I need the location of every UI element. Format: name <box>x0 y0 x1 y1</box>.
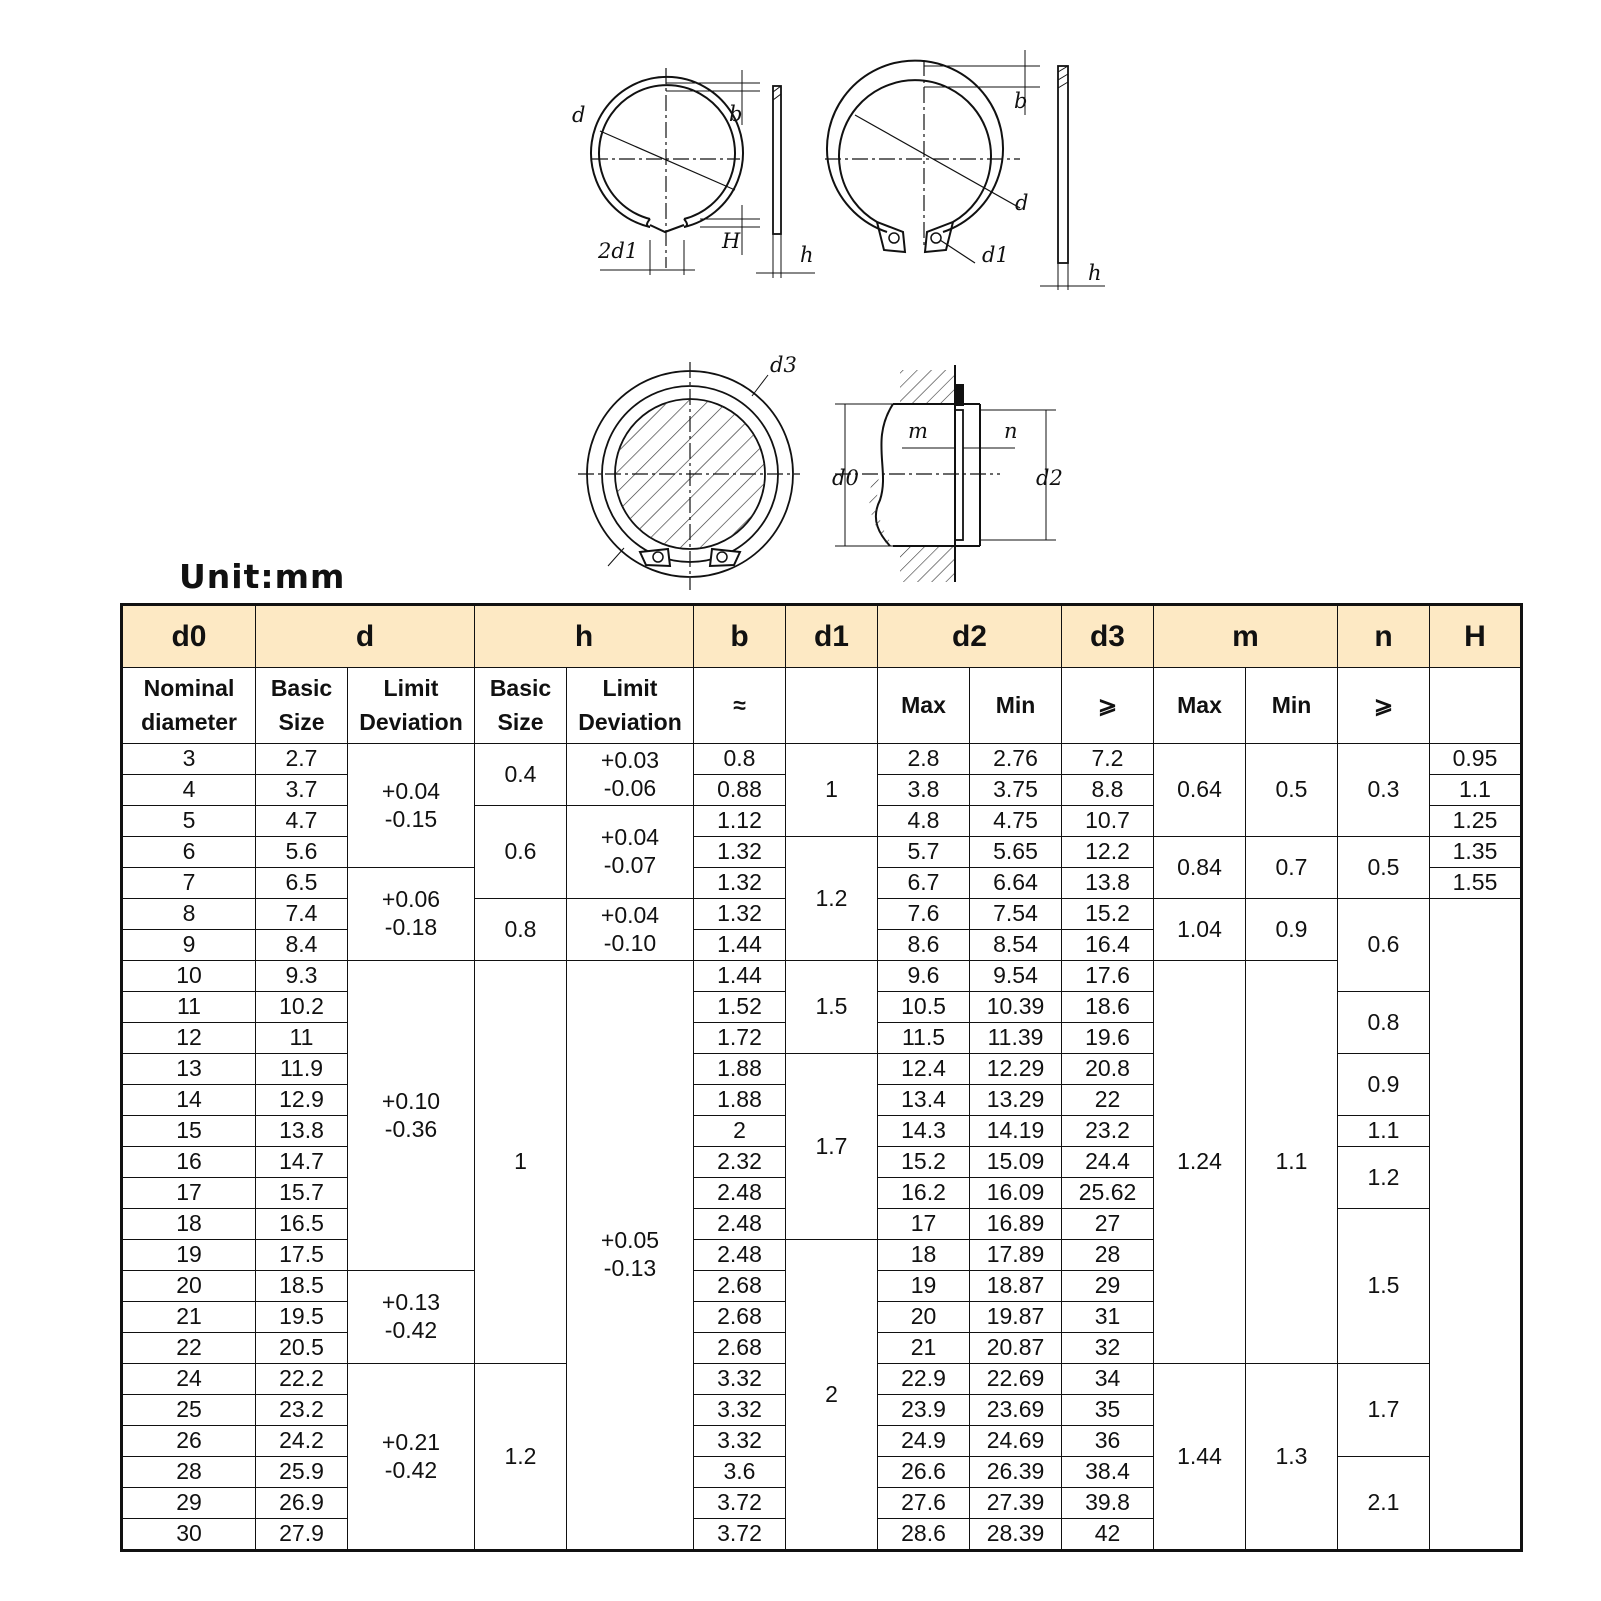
cell-b: 1.32 <box>694 899 786 930</box>
cell-h-basic: 1 <box>475 961 567 1364</box>
cell-d2-min: 27.39 <box>970 1488 1062 1519</box>
subheader-H-empty <box>1430 668 1522 744</box>
cell-d2-min: 16.09 <box>970 1178 1062 1209</box>
cell-m-min: 1.3 <box>1246 1364 1338 1551</box>
ring-drawing-2 <box>825 50 1105 290</box>
cell-d2-max: 26.6 <box>878 1457 970 1488</box>
cell-b: 1.44 <box>694 961 786 992</box>
cell-n: 1.5 <box>1338 1209 1430 1364</box>
cell-d2-max: 27.6 <box>878 1488 970 1519</box>
cell-d3: 17.6 <box>1062 961 1154 992</box>
cell-d2-max: 24.9 <box>878 1426 970 1457</box>
cell-d2-min: 23.69 <box>970 1395 1062 1426</box>
cell-d3: 12.2 <box>1062 837 1154 868</box>
cell-d0: 20 <box>122 1271 256 1302</box>
cell-d3: 22 <box>1062 1085 1154 1116</box>
cell-b: 1.52 <box>694 992 786 1023</box>
cell-d-basic: 11.9 <box>256 1054 348 1085</box>
header-d0: d0 <box>122 605 256 668</box>
cell-b: 0.8 <box>694 744 786 775</box>
deviation-upper: +0.04 <box>381 777 441 804</box>
subheader-n-min: ⩾ <box>1338 668 1430 744</box>
cell-H: 1.35 <box>1430 837 1522 868</box>
cell-d0: 17 <box>122 1178 256 1209</box>
header-d1: d1 <box>786 605 878 668</box>
cell-d0: 7 <box>122 868 256 899</box>
cell-b: 3.32 <box>694 1426 786 1457</box>
cell-d2-max: 9.6 <box>878 961 970 992</box>
cell-b: 1.32 <box>694 837 786 868</box>
cell-b: 1.88 <box>694 1085 786 1116</box>
subheader-d-limit-deviation: Limit Deviation <box>348 668 475 744</box>
cell-n: 2.1 <box>1338 1457 1430 1551</box>
cell-m-max: 0.84 <box>1154 837 1246 899</box>
cell-d-basic: 6.5 <box>256 868 348 899</box>
cell-b: 3.32 <box>694 1395 786 1426</box>
cell-d-basic: 9.3 <box>256 961 348 992</box>
subheader-d1-empty <box>786 668 878 744</box>
cell-d0: 10 <box>122 961 256 992</box>
cell-b: 0.88 <box>694 775 786 806</box>
header-n: n <box>1338 605 1430 668</box>
deviation-lower: -0.42 <box>384 1456 438 1483</box>
ring1-label-b: b <box>729 102 743 126</box>
cell-d2-max: 2.8 <box>878 744 970 775</box>
cell-d3: 15.2 <box>1062 899 1154 930</box>
cell-b: 1.12 <box>694 806 786 837</box>
ring1-label-2d1: 2d1 <box>598 239 639 263</box>
cell-d-basic: 23.2 <box>256 1395 348 1426</box>
cell-d0: 21 <box>122 1302 256 1333</box>
cell-b: 2 <box>694 1116 786 1147</box>
header-d: d <box>256 605 475 668</box>
cell-d3: 27 <box>1062 1209 1154 1240</box>
cell-d3: 20.8 <box>1062 1054 1154 1085</box>
cell-d2-min: 18.87 <box>970 1271 1062 1302</box>
cell-d0: 9 <box>122 930 256 961</box>
cell-d3: 10.7 <box>1062 806 1154 837</box>
cell-d0: 30 <box>122 1519 256 1551</box>
cell-d2-min: 17.89 <box>970 1240 1062 1271</box>
cell-d2-min: 10.39 <box>970 992 1062 1023</box>
cell-d2-max: 28.6 <box>878 1519 970 1551</box>
cell-d2-min: 24.69 <box>970 1426 1062 1457</box>
cell-d2-max: 11.5 <box>878 1023 970 1054</box>
cell-d-basic: 16.5 <box>256 1209 348 1240</box>
cell-d2-min: 7.54 <box>970 899 1062 930</box>
cell-H: 1.1 <box>1430 775 1522 806</box>
deviation-upper: +0.10 <box>381 1087 441 1114</box>
cell-h-limit <box>567 744 694 806</box>
assembly-label-n: n <box>1004 419 1018 443</box>
header-H: H <box>1430 605 1522 668</box>
cell-h-basic: 1.2 <box>475 1364 567 1551</box>
table-row <box>122 744 1522 775</box>
deviation-lower: -0.13 <box>603 1255 657 1281</box>
deviation-upper: +0.06 <box>381 886 441 913</box>
cell-d2-max: 14.3 <box>878 1116 970 1147</box>
cell-d0: 12 <box>122 1023 256 1054</box>
cell-d3: 18.6 <box>1062 992 1154 1023</box>
cell-d0: 25 <box>122 1395 256 1426</box>
cell-m-min: 0.9 <box>1246 899 1338 961</box>
cell-d2-max: 8.6 <box>878 930 970 961</box>
cell-d-basic: 25.9 <box>256 1457 348 1488</box>
cell-d1: 1 <box>786 744 878 837</box>
header-d2: d2 <box>878 605 1062 668</box>
cell-d0: 4 <box>122 775 256 806</box>
cell-d2-max: 16.2 <box>878 1178 970 1209</box>
subheader-m-max: Max <box>1154 668 1246 744</box>
cell-d-basic: 17.5 <box>256 1240 348 1271</box>
cell-d-basic: 12.9 <box>256 1085 348 1116</box>
deviation-upper: +0.21 <box>381 1428 441 1455</box>
cell-m-min: 0.5 <box>1246 744 1338 837</box>
cell-b: 2.68 <box>694 1302 786 1333</box>
deviation-lower: -0.36 <box>384 1115 438 1142</box>
cell-d2-max: 19 <box>878 1271 970 1302</box>
cell-d-basic: 10.2 <box>256 992 348 1023</box>
cell-d-basic: 20.5 <box>256 1333 348 1364</box>
cell-d-limit <box>348 868 475 961</box>
cell-d2-min: 3.75 <box>970 775 1062 806</box>
cell-n: 1.7 <box>1338 1364 1430 1457</box>
subheader-d2-max: Max <box>878 668 970 744</box>
cell-d3: 36 <box>1062 1426 1154 1457</box>
cell-d2-max: 10.5 <box>878 992 970 1023</box>
header-b: b <box>694 605 786 668</box>
cell-h-basic: 0.8 <box>475 899 567 961</box>
deviation-lower: -0.42 <box>384 1317 438 1343</box>
cell-n: 0.6 <box>1338 899 1430 992</box>
cell-d-limit <box>348 1271 475 1364</box>
cell-d1: 2 <box>786 1240 878 1551</box>
cell-d0: 13 <box>122 1054 256 1085</box>
cell-b: 3.32 <box>694 1364 786 1395</box>
cell-d2-min: 20.87 <box>970 1333 1062 1364</box>
cell-d2-max: 13.4 <box>878 1085 970 1116</box>
assembly-label-d3: d3 <box>770 353 797 377</box>
cell-d3: 8.8 <box>1062 775 1154 806</box>
cell-d2-max: 7.6 <box>878 899 970 930</box>
cell-d2-min: 11.39 <box>970 1023 1062 1054</box>
cell-d2-max: 5.7 <box>878 837 970 868</box>
header-h: h <box>475 605 694 668</box>
cell-m-max: 1.04 <box>1154 899 1246 961</box>
deviation-lower: -0.15 <box>384 805 438 832</box>
ring1-label-d: d <box>572 103 586 127</box>
cell-m-max: 1.44 <box>1154 1364 1246 1551</box>
cell-b: 1.72 <box>694 1023 786 1054</box>
cell-d-limit <box>348 961 475 1271</box>
cell-d2-min: 14.19 <box>970 1116 1062 1147</box>
cell-d-basic: 8.4 <box>256 930 348 961</box>
cell-d-basic: 19.5 <box>256 1302 348 1333</box>
cell-n: 0.9 <box>1338 1054 1430 1116</box>
subheader-h-basic-size: Basic Size <box>475 668 567 744</box>
cell-d3: 31 <box>1062 1302 1154 1333</box>
cell-d2-min: 28.39 <box>970 1519 1062 1551</box>
cell-d-basic: 24.2 <box>256 1426 348 1457</box>
deviation-upper: +0.04 <box>600 824 660 851</box>
deviation-upper: +0.05 <box>600 1227 660 1254</box>
cell-d2-min: 15.09 <box>970 1147 1062 1178</box>
cell-d0: 8 <box>122 899 256 930</box>
cell-d0: 26 <box>122 1426 256 1457</box>
cell-d2-max: 15.2 <box>878 1147 970 1178</box>
cell-d0: 28 <box>122 1457 256 1488</box>
cell-m-min: 1.1 <box>1246 961 1338 1364</box>
ring2-label-d1: d1 <box>982 243 1009 267</box>
cell-d2-min: 12.29 <box>970 1054 1062 1085</box>
cell-d-basic: 5.6 <box>256 837 348 868</box>
subheader-d-basic-size: Basic Size <box>256 668 348 744</box>
subheader-d2-min: Min <box>970 668 1062 744</box>
cell-b: 2.68 <box>694 1333 786 1364</box>
cell-H: 1.25 <box>1430 806 1522 837</box>
cell-d2-max: 6.7 <box>878 868 970 899</box>
assembly-section-view <box>835 365 1056 582</box>
cell-d1: 1.7 <box>786 1054 878 1240</box>
subheader-b-approx: ≈ <box>694 668 786 744</box>
cell-d-basic: 13.8 <box>256 1116 348 1147</box>
table-row <box>122 837 1522 868</box>
cell-d0: 5 <box>122 806 256 837</box>
deviation-lower: -0.06 <box>603 774 657 801</box>
cell-d1: 1.5 <box>786 961 878 1054</box>
cell-H: 0.95 <box>1430 744 1522 775</box>
deviation-upper: +0.03 <box>600 746 660 773</box>
ring1-label-h: h <box>800 243 814 267</box>
ring1-label-H: H <box>722 229 741 253</box>
subheader-m-min: Min <box>1246 668 1338 744</box>
cell-d2-min: 6.64 <box>970 868 1062 899</box>
ring2-label-h: h <box>1088 261 1102 285</box>
unit-label: Unit:mm <box>179 557 346 596</box>
cell-d2-max: 4.8 <box>878 806 970 837</box>
cell-d0: 6 <box>122 837 256 868</box>
cell-b: 1.32 <box>694 868 786 899</box>
subheader-d3-min: ⩾ <box>1062 668 1154 744</box>
deviation-lower: -0.07 <box>603 852 657 878</box>
cell-n: 1.1 <box>1338 1116 1430 1147</box>
cell-b: 2.48 <box>694 1240 786 1271</box>
cell-h-limit <box>567 961 694 1551</box>
ring2-label-d: d <box>1015 191 1029 215</box>
subheader-h-limit-deviation: Limit Deviation <box>567 668 694 744</box>
cell-d3: 23.2 <box>1062 1116 1154 1147</box>
cell-d-limit <box>348 1364 475 1551</box>
cell-b: 1.44 <box>694 930 786 961</box>
cell-d0: 14 <box>122 1085 256 1116</box>
cell-d0: 24 <box>122 1364 256 1395</box>
assembly-front-view <box>578 362 800 590</box>
cell-b: 2.68 <box>694 1271 786 1302</box>
cell-d3: 19.6 <box>1062 1023 1154 1054</box>
ring2-label-b: b <box>1014 89 1028 113</box>
cell-d2-max: 21 <box>878 1333 970 1364</box>
cell-d-basic: 15.7 <box>256 1178 348 1209</box>
cell-d0: 19 <box>122 1240 256 1271</box>
cell-d3: 35 <box>1062 1395 1154 1426</box>
cell-d2-min: 8.54 <box>970 930 1062 961</box>
deviation-upper: +0.13 <box>381 1289 441 1316</box>
deviation-upper: +0.04 <box>600 901 660 928</box>
cell-d3: 38.4 <box>1062 1457 1154 1488</box>
cell-d-basic: 18.5 <box>256 1271 348 1302</box>
cell-n: 0.3 <box>1338 744 1430 837</box>
cell-b: 2.32 <box>694 1147 786 1178</box>
assembly-label-m: m <box>908 419 928 443</box>
cell-h-basic: 0.4 <box>475 744 567 806</box>
cell-m-min: 0.7 <box>1246 837 1338 899</box>
cell-n: 0.8 <box>1338 992 1430 1054</box>
cell-m-max: 1.24 <box>1154 961 1246 1364</box>
cell-d3: 28 <box>1062 1240 1154 1271</box>
cell-d-basic: 11 <box>256 1023 348 1054</box>
cell-d-basic: 27.9 <box>256 1519 348 1551</box>
cell-b: 3.6 <box>694 1457 786 1488</box>
cell-m-max: 0.64 <box>1154 744 1246 837</box>
deviation-lower: -0.18 <box>384 914 438 940</box>
cell-H <box>1430 899 1522 1551</box>
cell-h-limit <box>567 899 694 961</box>
subheader-nominal-diameter: Nominal diameter <box>122 668 256 744</box>
deviation-lower: -0.10 <box>603 929 657 956</box>
cell-d0: 29 <box>122 1488 256 1519</box>
header-m: m <box>1154 605 1338 668</box>
cell-d3: 25.62 <box>1062 1178 1154 1209</box>
cell-d3: 34 <box>1062 1364 1154 1395</box>
cell-d-basic: 3.7 <box>256 775 348 806</box>
cell-d2-min: 19.87 <box>970 1302 1062 1333</box>
assembly-label-d2: d2 <box>1036 466 1063 490</box>
cell-d3: 7.2 <box>1062 744 1154 775</box>
cell-d-basic: 2.7 <box>256 744 348 775</box>
technical-drawings <box>0 0 1601 600</box>
cell-d3: 29 <box>1062 1271 1154 1302</box>
cell-n: 1.2 <box>1338 1147 1430 1209</box>
cell-d3: 24.4 <box>1062 1147 1154 1178</box>
cell-d-basic: 22.2 <box>256 1364 348 1395</box>
cell-d0: 11 <box>122 992 256 1023</box>
cell-d2-min: 9.54 <box>970 961 1062 992</box>
cell-d3: 16.4 <box>1062 930 1154 961</box>
cell-d2-min: 16.89 <box>970 1209 1062 1240</box>
cell-d2-max: 22.9 <box>878 1364 970 1395</box>
cell-d3: 42 <box>1062 1519 1154 1551</box>
cell-d2-max: 23.9 <box>878 1395 970 1426</box>
cell-d3: 13.8 <box>1062 868 1154 899</box>
cell-d0: 3 <box>122 744 256 775</box>
cell-d0: 18 <box>122 1209 256 1240</box>
cell-d0: 22 <box>122 1333 256 1364</box>
circlip-dimension-table <box>120 603 1523 1552</box>
cell-d2-min: 2.76 <box>970 744 1062 775</box>
cell-d2-min: 26.39 <box>970 1457 1062 1488</box>
cell-b: 2.48 <box>694 1209 786 1240</box>
cell-d-basic: 7.4 <box>256 899 348 930</box>
cell-d2-max: 20 <box>878 1302 970 1333</box>
table-row <box>122 961 1522 992</box>
cell-d2-min: 4.75 <box>970 806 1062 837</box>
cell-d-basic: 4.7 <box>256 806 348 837</box>
cell-d3: 32 <box>1062 1333 1154 1364</box>
cell-b: 1.88 <box>694 1054 786 1085</box>
cell-d-basic: 26.9 <box>256 1488 348 1519</box>
cell-h-limit <box>567 806 694 899</box>
cell-d3: 39.8 <box>1062 1488 1154 1519</box>
cell-h-basic: 0.6 <box>475 806 567 899</box>
cell-d-basic: 14.7 <box>256 1147 348 1178</box>
cell-n: 0.5 <box>1338 837 1430 899</box>
cell-d0: 16 <box>122 1147 256 1178</box>
cell-d2-min: 5.65 <box>970 837 1062 868</box>
cell-b: 3.72 <box>694 1488 786 1519</box>
cell-d2-max: 3.8 <box>878 775 970 806</box>
cell-d2-max: 12.4 <box>878 1054 970 1085</box>
cell-H: 1.55 <box>1430 868 1522 899</box>
cell-d2-min: 22.69 <box>970 1364 1062 1395</box>
cell-d0: 15 <box>122 1116 256 1147</box>
cell-b: 3.72 <box>694 1519 786 1551</box>
cell-d-limit <box>348 744 475 868</box>
cell-b: 2.48 <box>694 1178 786 1209</box>
cell-d2-min: 13.29 <box>970 1085 1062 1116</box>
assembly-label-d0: d0 <box>832 466 859 490</box>
cell-d2-max: 18 <box>878 1240 970 1271</box>
cell-d1: 1.2 <box>786 837 878 961</box>
cell-d2-max: 17 <box>878 1209 970 1240</box>
header-d3: d3 <box>1062 605 1154 668</box>
